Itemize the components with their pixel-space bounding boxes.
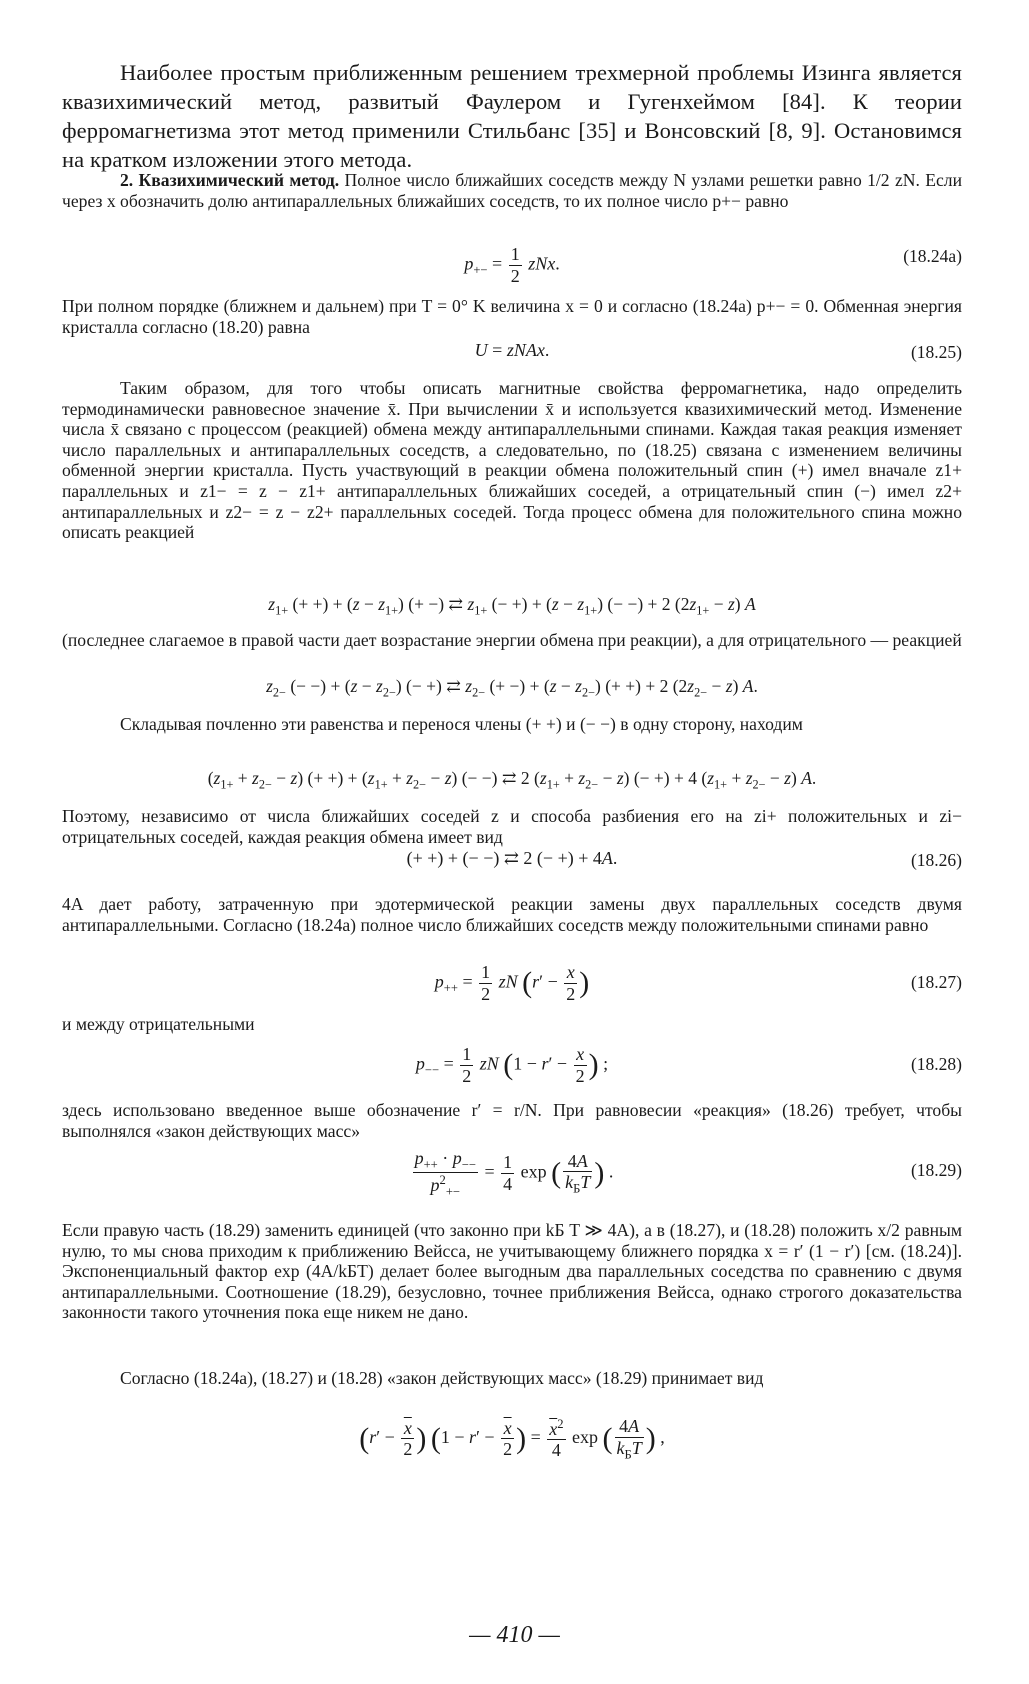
equation-formula: $p_{+-}$ = $\frac{1}{2}$ zNx. [464,244,560,286]
equation-18-29 [62,1144,962,1198]
equation-18-27 [62,958,962,1006]
mass-action-paragraph: Согласно (18.24a), (18.27) и (18.28) «закон действующих масс» (18.29) принимает вид [120,1368,764,1388]
equation-number: (18.25) [910,342,962,362]
equation-number: (18.27) [910,972,962,992]
equation-formula: U = zNAx. [474,340,550,360]
work-paragraph: 4A дает работу, затраченную при эдотермической реакции замены двух параллельных соседств двумя антипараллельными. Согласно (18.24a) полное число ближайших соседств между положительными спинами равно [62,894,962,935]
equation-formula: $p_{++}$ = $\frac{1}{2}$ zN (r′ − $\frac{x}{2}$ ) [434,962,590,1004]
page-number: — 410 — [469,1622,560,1648]
equation-number: (18.24a) [903,246,962,266]
reaction-note-paragraph: (последнее слагаемое в правой части дает возрастание энергии обмена при реакции), а для отрицательного — реакцией [62,630,962,650]
method-paragraph: Таким образом, для того чтобы описать магнитные свойства ферромагнетика, надо определить термодинамически равновесное значение x̄. При вычислении x̄ и используется квазихимический метод. Изменение числа x̄ связано с процессом (реакцией) обмена между антипараллельными спинами. Каждая такая реакция изменяет число параллельных и антипараллельных соседств, а следовательно, по (18.25) связана с изменением величины обменной энергии кристалла. Пусть участвующий в реакции обмена положительный спин (+) имел вначале z1+ параллельных и z1− = z − z1+ антипараллельных ближайших соседей, а отрицательный спин (−) имел z2+ антипараллельных и z2− = z − z2+ параллельных соседей. Тогда процесс обмена для положительного спина можно описать реакцией [62,378,962,543]
equation-18-26 [62,844,962,878]
reaction-positive-spin: $z_{1+}$ (+ +) + $(z - z_{1+})$ (+ −) ⇄ $z_{1+}$ (− +) + $(z - z_{1+})$ (− −) + 2 $(2z_{1+} - z)$ A [268,594,756,618]
reaction-negative-spin: $z_{2-}$ (− −) + $(z - z_{2-})$ (− +) ⇄ $z_{2-}$ (+ −) + $(z - z_{2-})$ (+ +) + 2 $(2z_{2-} - z)$ A. [266,676,758,700]
section-paragraph [62,170,962,211]
reaction-combined: $(z_{1+} + z_{2-} - z)$ (+ +) + $(z_{1+} + z_{2-} - z)$ (− −) ⇄ 2 $(z_{1+} + z_{2-} - z)$ (− +) + 4 $(z_{1+} + z_{2-} - z)$ A. [207,768,817,792]
equation-number: (18.29) [910,1160,962,1180]
equation-number: (18.28) [910,1054,962,1074]
equation-18-24a [62,240,962,286]
section-text: Полное число ближайших соседств между N узлами решетки равно 1/2 zN. Если через x обозначить долю антипараллельных ближайших соседств, то их полное число p+− равно [62,170,962,211]
equation-18-25 [62,336,962,370]
negative-paragraph: и между отрицательными [62,1014,255,1034]
equation-number: (18.26) [910,850,962,870]
summation-paragraph: Складывая почленно эти равенства и перенося члены (+ +) и (− −) в одну сторону, находим [120,714,803,734]
equation-18-28 [62,1040,962,1088]
section-heading: 2. Квазихимический метод. [120,170,340,190]
general-reaction-paragraph: Поэтому, независимо от числа ближайших соседей z и способа разбиения его на zi+ положительных и zi− отрицательных соседей, каждая реакция обмена имеет вид [62,806,962,847]
equation-formula: (+ +) + (− −) ⇄ 2 (− +) + 4A. [406,848,618,868]
equilibrium-paragraph: здесь использовано введенное выше обозначение r′ = r/N. При равновесии «реакция» (18.26) требует, чтобы выполнялся «закон действующих масс» [62,1100,962,1141]
equation-mass-action: (r′ − $\frac{\overline{x}}{2}$ ) (1 − r′ − $\frac{\overline{x}}{2}$ ) = $\frac{\overline{x}^2}{4}$ exp ( $\frac{4A}{k_БT}$ ) , [359,1416,665,1462]
equation-formula: $p_{--}$ = $\frac{1}{2}$ zN (1 − r′ − $\frac{x}{2}$ ) ; [415,1044,609,1086]
intro-paragraph: Наиболее простым приближенным решением трехмерной проблемы Изинга является квазихимический метод, развитый Фаулером и Гугенхеймом [84]. К теории ферромагнетизма этот метод применили Стильбанс [35] и Вонсовский [8, 9]. Остановимся на кратком изложении этого метода. [62,60,962,172]
equation-formula: $\frac{p_{++} \cdot p_{--}}{p^2_{+-}}$ = $\frac{1}{4}$ exp ( $\frac{4A}{k_БT}$ ) . [414,1148,614,1199]
weiss-paragraph: Если правую часть (18.29) заменить единицей (что законно при kБ T ≫ 4A), а в (18.27), и (18.28) положить x/2 равным нулю, то мы снова приходим к приближению Вейсса, не учитывающему ближнего порядка x = r′ (1 − r′) [см. (18.24)]. Экспоненциальный фактор exp (4A/kБT) делает более выгодным два параллельных соседства по сравнению с двумя антипараллельными. Соотношение (18.29), безусловно, точнее приближения Вейсса, однако строгого доказательства законности такого уточнения пока еще никем не дано. [62,1220,962,1323]
order-paragraph: При полном порядке (ближнем и дальнем) при T = 0° K величина x = 0 и согласно (18.24a) p+− = 0. Обменная энергия кристалла согласно (18.20) равна [62,296,962,337]
